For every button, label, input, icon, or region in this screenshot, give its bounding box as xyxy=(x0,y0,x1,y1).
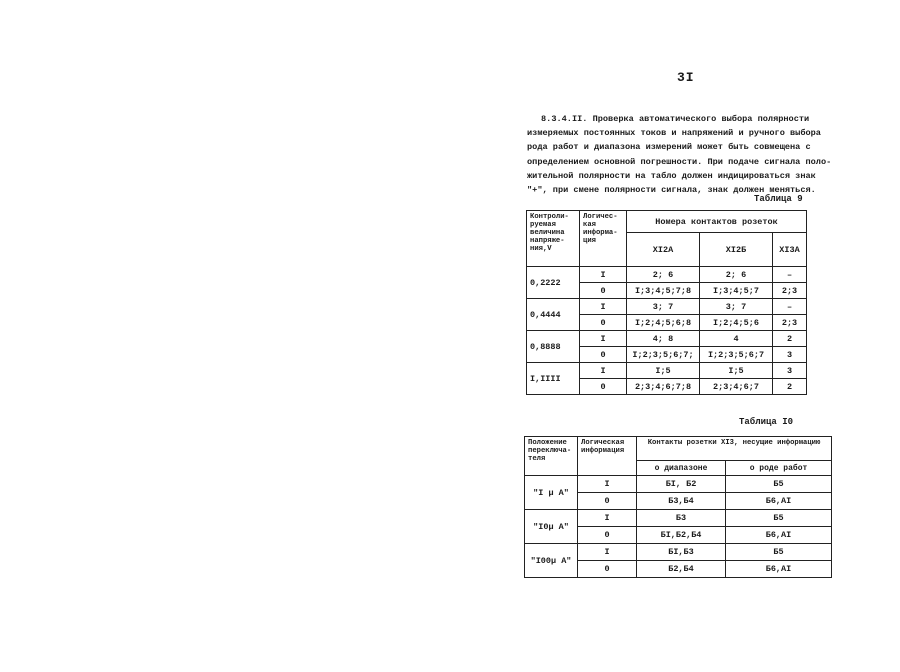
table9-logic: I xyxy=(580,363,627,379)
table9-cell-a: I;3;4;5;7;8 xyxy=(627,283,700,299)
table9-header-group: Номера контактов розеток xyxy=(627,211,807,233)
table10-header-range: о диапазоне xyxy=(637,461,726,476)
table9-header-xi2b: XI2Б xyxy=(700,233,773,267)
table10-range: Б3 xyxy=(637,510,726,527)
table10-header-position: Положение переключа-теля xyxy=(525,437,578,476)
table10-logic: 0 xyxy=(578,493,637,510)
table9-cell-b: I;5 xyxy=(700,363,773,379)
table9-value: I,IIII xyxy=(527,363,580,395)
table10-position: "I µ A" xyxy=(525,476,578,510)
table9-cell-a: 3; 7 xyxy=(627,299,700,315)
table10-mode: Б6,АI xyxy=(726,493,832,510)
paragraph xyxy=(527,112,832,197)
table10-range: Б3,Б4 xyxy=(637,493,726,510)
table9-cell-b: 2;3;4;6;7 xyxy=(700,379,773,395)
table9-cell-c: 2 xyxy=(773,331,807,347)
table9-header-logic: Логичес-кая информа-ция xyxy=(580,211,627,267)
table9-header-value: Контроли-руемая величина напряже-ния,V xyxy=(527,211,580,267)
table9-cell-b: I;2;4;5;6 xyxy=(700,315,773,331)
table-row xyxy=(525,544,832,561)
table9-cell-c: 2;3 xyxy=(773,315,807,331)
table9-logic: I xyxy=(580,331,627,347)
table9-cell-c: 3 xyxy=(773,363,807,379)
table10-logic: I xyxy=(578,476,637,493)
table9-value: 0,4444 xyxy=(527,299,580,331)
paragraph-line: жительной полярности на табло должен индицироваться знак xyxy=(527,170,816,181)
table9-cell-c: – xyxy=(773,267,807,283)
table9-caption: Таблица 9 xyxy=(754,194,803,204)
table-row xyxy=(527,267,807,283)
table10-header-mode: о роде работ xyxy=(726,461,832,476)
table10-logic: I xyxy=(578,510,637,527)
table9-cell-b: 3; 7 xyxy=(700,299,773,315)
table-row xyxy=(527,299,807,315)
table9-cell-a: I;2;4;5;6;8 xyxy=(627,315,700,331)
table10-logic: I xyxy=(578,544,637,561)
table9-logic: 0 xyxy=(580,347,627,363)
table9-cell-a: I;2;3;5;6;7; xyxy=(627,347,700,363)
table9-cell-a: 4; 8 xyxy=(627,331,700,347)
table9-value: 0,8888 xyxy=(527,331,580,363)
table10-caption: Таблица I0 xyxy=(739,417,794,427)
table-row xyxy=(527,331,807,347)
table-row xyxy=(525,476,832,493)
table9-logic: 0 xyxy=(580,283,627,299)
table9-cell-c: 3 xyxy=(773,347,807,363)
table10-mode: Б5 xyxy=(726,476,832,493)
table9-header-xi2a: XI2A xyxy=(627,233,700,267)
table9-cell-b: 2; 6 xyxy=(700,267,773,283)
page-number: 3I xyxy=(677,70,695,85)
table10-logic: 0 xyxy=(578,561,637,578)
table9-logic: I xyxy=(580,299,627,315)
table10-position: "I0µ A" xyxy=(525,510,578,544)
table10-mode: Б6,АI xyxy=(726,561,832,578)
table9-logic: I xyxy=(580,267,627,283)
table10-logic: 0 xyxy=(578,527,637,544)
paragraph-line: измеряемых постоянных токов и напряжений и ручного выбора xyxy=(527,128,821,139)
table9-logic: 0 xyxy=(580,315,627,331)
table10-range: Б2,Б4 xyxy=(637,561,726,578)
table-10 xyxy=(524,436,832,578)
table9-cell-c: 2 xyxy=(773,379,807,395)
table10-header-group: Контакты розетки XI3, несущие информацию xyxy=(637,437,832,461)
table10-header-logic: Логическая информация xyxy=(578,437,637,476)
table10-range: БI, Б2 xyxy=(637,476,726,493)
table9-cell-c: 2;3 xyxy=(773,283,807,299)
table9-cell-a: 2; 6 xyxy=(627,267,700,283)
table9-logic: 0 xyxy=(580,379,627,395)
table9-cell-a: I;5 xyxy=(627,363,700,379)
table9-value: 0,2222 xyxy=(527,267,580,299)
paragraph-line: "+", при смене полярности сигнала, знак должен меняться. xyxy=(527,185,816,196)
paragraph-line: 8.3.4.II. Проверка автоматического выбора полярности xyxy=(541,114,810,124)
table10-mode: Б5 xyxy=(726,510,832,527)
table10-position: "I00µ A" xyxy=(525,544,578,578)
table-9 xyxy=(526,210,807,395)
table-row xyxy=(525,510,832,527)
table9-cell-a: 2;3;4;6;7;8 xyxy=(627,379,700,395)
table10-mode: Б5 xyxy=(726,544,832,561)
paragraph-line: рода работ и диапазона измерений может быть совмещена с xyxy=(527,142,811,153)
table9-cell-b: 4 xyxy=(700,331,773,347)
table9-cell-b: I;3;4;5;7 xyxy=(700,283,773,299)
table9-cell-c: – xyxy=(773,299,807,315)
table-row xyxy=(527,363,807,379)
paragraph-line: определением основной погрешности. При подаче сигнала поло- xyxy=(527,156,832,167)
table9-cell-b: I;2;3;5;6;7 xyxy=(700,347,773,363)
table10-mode: Б6,АI xyxy=(726,527,832,544)
table9-header-xi3a: XI3A xyxy=(773,233,807,267)
table10-range: БI,Б2,Б4 xyxy=(637,527,726,544)
table10-range: БI,Б3 xyxy=(637,544,726,561)
